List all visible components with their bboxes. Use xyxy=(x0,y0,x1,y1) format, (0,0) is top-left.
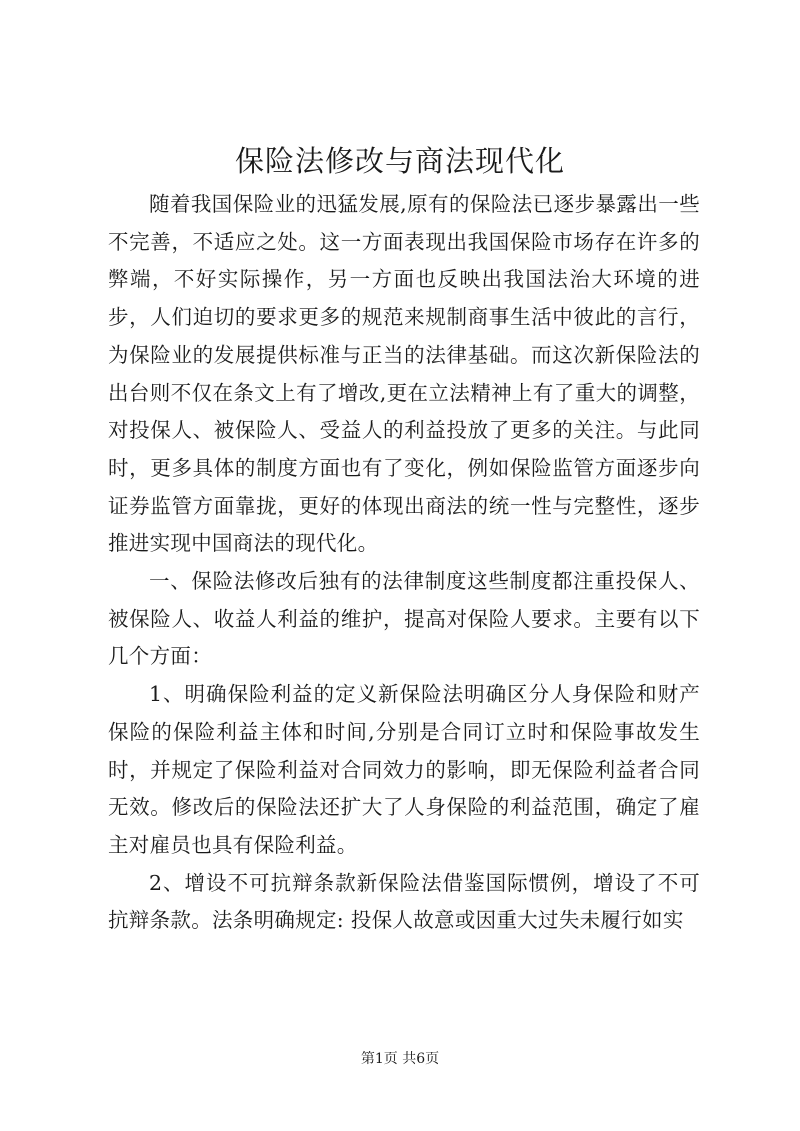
document-body xyxy=(108,186,700,940)
document-title: 保险法修改与商法现代化 xyxy=(234,144,565,178)
paragraph-section-one: 一、保险法修改后独有的法律制度这些制度都注重投保人、被保险人、收益人利益的维护，提高对保险人要求。主要有以下几个方面： xyxy=(108,569,700,669)
paragraph-intro: 随着我国保险业的迅猛发展,原有的保险法已逐步暴露出一些不完善，不适应之处。这一方面表现出我国保险市场存在许多的弊端，不好实际操作，另一方面也反映出我国法治大环境的进步，人们迫切的要求更多的规范来规制商事生活中彼此的言行，为保险业的发展提供标准与正当的法律基础。而这次新保险法的出台则不仅在条文上有了增改,更在立法精神上有了重大的调整，对投保人、被保险人、受益人的利益投放了更多的关注。与此同时，更多具体的制度方面也有了变化，例如保险监管方面逐步向证券监管方面靠拢，更好的体现出商法的统一性与完整性，逐步推进实现中国商法的现代化。 xyxy=(108,192,700,556)
paragraph-item-one: 1、明确保险利益的定义新保险法明确区分人身保险和财产保险的保险利益主体和时间,分别是合同订立时和保险事故发生时，并规定了保险利益对合同效力的影响，即无保险利益者合同无效。修改后的保险法还扩大了人身保险的利益范围，确定了雇主对雇员也具有保险利益。 xyxy=(108,682,700,857)
paragraph-item-two: 2、增设不可抗辩条款新保险法借鉴国际惯例，增设了不可抗辩条款。法条明确规定: 投保人故意或因重大过失未履行如实 xyxy=(108,870,700,933)
page-footer: 第1页 共6页 xyxy=(360,1051,440,1067)
